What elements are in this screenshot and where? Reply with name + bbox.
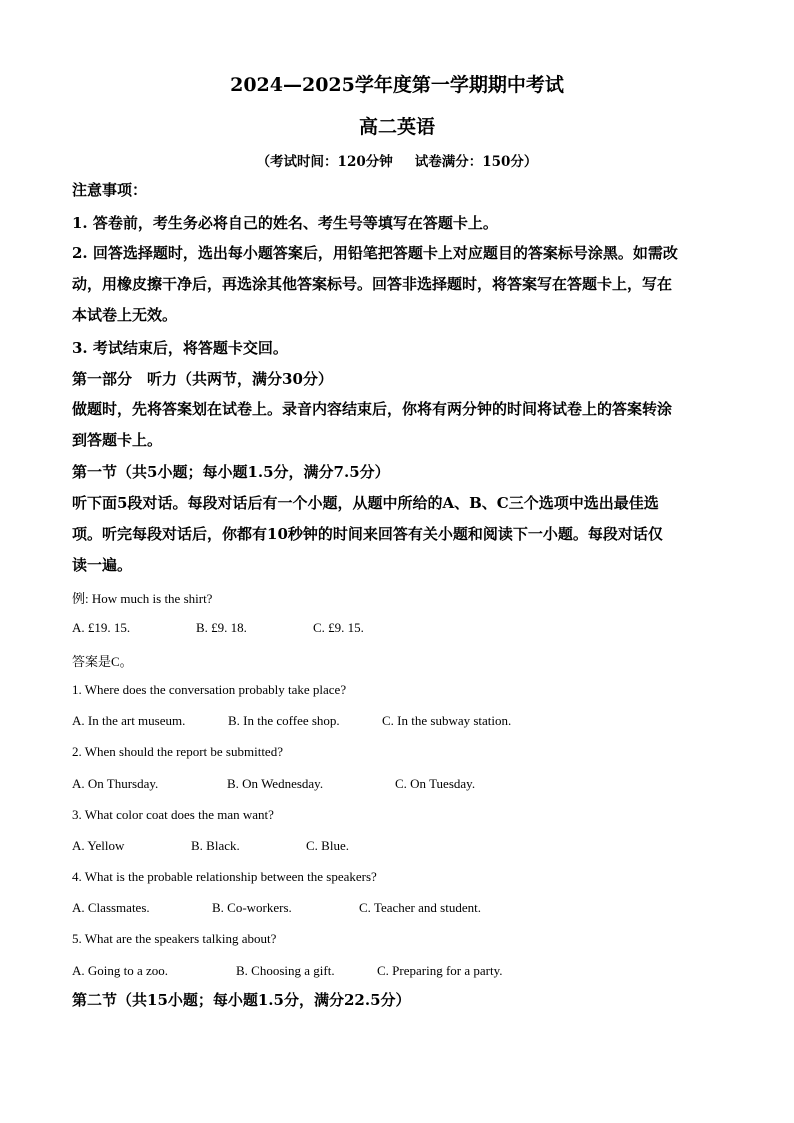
notes-item-2: [72, 238, 722, 331]
option-c: C. On Tuesday.: [395, 776, 476, 791]
option-a: A. £19. 15.: [72, 620, 131, 635]
question-2: 2. When should the report be submitted?: [72, 744, 283, 759]
option-b: B. Co-workers.: [212, 900, 292, 915]
section1-heading: 第一节（共5小题；每小题1.5分，满分7.5分）: [72, 463, 390, 481]
exam-info: [0, 150, 794, 170]
section1-instruction-line: 听下面5段对话。每段对话后有一个小题，从题中所给的A、B、C三个选项中选出最佳选: [72, 494, 659, 512]
option-c: C. £9. 15.: [313, 620, 364, 635]
option-a: A. In the art museum.: [72, 713, 186, 728]
notes-item-1: 1. 答卷前，考生务必将自己的姓名、考生号等填写在答题卡上。: [72, 214, 498, 232]
exam-title: 2024—2025学年度第一学期期中考试: [230, 74, 564, 96]
notes-heading: 注意事项：: [72, 181, 148, 199]
section1-instruction: [72, 488, 722, 581]
option-c: C. Teacher and student.: [359, 900, 481, 915]
option-b: B. £9. 18.: [196, 620, 247, 635]
notes-item-3: 3. 考试结束后，将答题卡交回。: [72, 339, 288, 357]
notes-item-2-line: 动，用橡皮擦干净后，再选涂其他答案标号。回答非选择题时，将答案写在答题卡上，写在: [72, 275, 673, 293]
part1-instruction-line: 做题时，先将答案划在试卷上。录音内容结束后，你将有两分钟的时间将试卷上的答案转涂: [72, 400, 673, 418]
option-b: B. Choosing a gift.: [236, 963, 335, 978]
option-c: C. Blue.: [306, 838, 349, 853]
example-question: 例: How much is the shirt?: [72, 591, 213, 606]
score-info: 试卷满分：150分）: [414, 154, 538, 170]
option-c: C. In the subway station.: [382, 713, 512, 728]
notes-item-2-line: 本试卷上无效。: [72, 306, 178, 324]
option-b: B. In the coffee shop.: [228, 713, 340, 728]
option-b: B. Black.: [191, 838, 240, 853]
option-a: A. Classmates.: [72, 900, 150, 915]
notes-item-2-line: 2. 回答选择题时，选出每小题答案后，用铅笔把答题卡上对应题目的答案标号涂黑。如需改: [72, 244, 678, 262]
option-c: C. Preparing for a party.: [377, 963, 503, 978]
option-b: B. On Wednesday.: [227, 776, 324, 791]
question-4: 4. What is the probable relationship between the speakers?: [72, 869, 377, 884]
example-answer: 答案是C。: [72, 654, 133, 669]
part1-instruction-line: 到答题卡上。: [72, 431, 163, 449]
section1-instruction-line: 项。听完每段对话后，你都有10秒钟的时间来回答有关小题和阅读下一小题。每段对话仅: [72, 525, 663, 543]
question-5: 5. What are the speakers talking about?: [72, 931, 277, 946]
option-a: A. On Thursday.: [72, 776, 159, 791]
subject-title: 高二英语: [358, 116, 435, 138]
section1-instruction-line: 读一遍。: [72, 556, 133, 574]
part1-heading: 第一部分 听力（共两节，满分30分）: [72, 370, 333, 388]
time-info: （考试时间：120分钟: [256, 154, 393, 170]
question-1: 1. Where does the conversation probably take place?: [72, 682, 347, 697]
question-3: 3. What color coat does the man want?: [72, 807, 274, 822]
option-a: A. Yellow: [72, 838, 125, 853]
part1-instruction: [72, 394, 722, 456]
section2-heading: 第二节（共15小题；每小题1.5分，满分22.5分）: [72, 991, 411, 1009]
option-a: A. Going to a zoo.: [72, 963, 169, 978]
